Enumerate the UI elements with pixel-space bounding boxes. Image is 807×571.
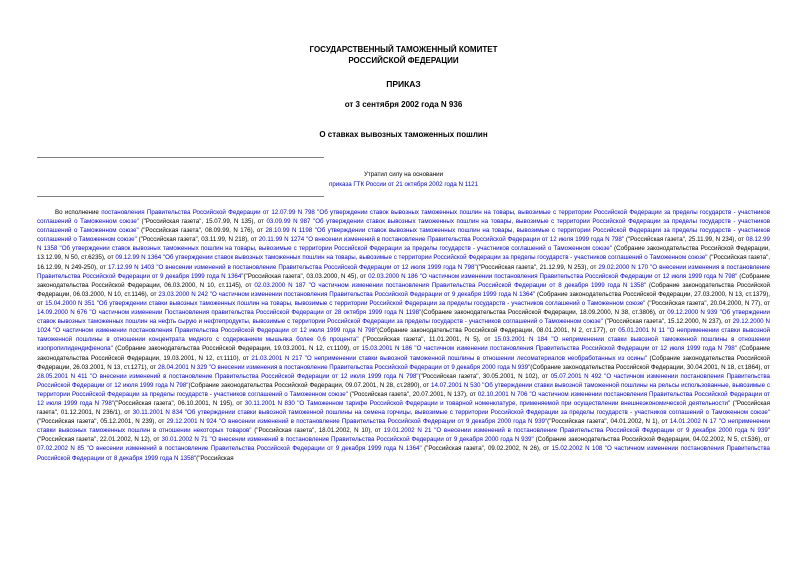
status-note [0,170,807,190]
reference-link[interactable]: 02.03.2000 N 186 "О частичном изменении постановления Правительства Российской Федерации от 12 июля 1999 года N 798" [368,272,738,280]
reference-link[interactable]: 30.11.2001 N 834 "Об утверждении ставки вывозной таможенной пошлины на семена горчицы, вывозимые с территории Российской Федерации за пределы государств - участников соглашений о Таможенном союзе" [132,409,770,417]
reference-link[interactable]: 15.04.2000 N 351 "Об утверждении ставки вывозных таможенных пошлин на товары, вывозимые с территории Российской Федерации за пределы государств - участников соглашений о Таможенном союзе" [45,299,646,307]
body-text-segment: Во исполнение [55,209,102,216]
agency-name-line2: РОССИЙСКОЙ ФЕДЕРАЦИИ [348,56,459,65]
body-text-segment: (Собрание законодательства Российской Федерации, 09.07.2001, N 28, ст.2890), от [188,381,432,389]
agency-heading [0,44,807,66]
reference-link[interactable]: 15.02.2002 N 108 "О частичном изменении постановления Правительства Российской Федерации от 8 декабря 1999 года N 1358" [37,445,770,462]
divider-top [37,157,324,158]
reference-link[interactable]: 20.11.99 N 1274 "О внесении изменений в постановление Правительства Российской Федерации от 12 июля 1999 года N 798" [258,236,624,244]
reference-link[interactable]: 29.02.2000 N 170 "О внесении изменения в постановление Правительства Российской Федерации от 9 декабря 1999 года N 1364" [37,263,771,280]
body-text-segment: ("Российская газета", 01.12.2001, N 236/1), от [37,399,770,417]
divider-bottom [37,196,324,197]
reference-link[interactable]: 14.07.2001 N 530 "Об утверждении ставки вывозной таможенной пошлины на рельсы использованные, вывозимые с территории Российской Федерации за пределы государств - участников соглашений о Таможенном союзе" [37,381,770,398]
body-text-segment: (Собрание законодательства Российской Федерации, 26.03.2001, N 13, ст.1271), от [37,354,770,371]
body-text-segment: ("Российская газета", 05.12.2001, N 239), от [37,418,167,426]
body-text-segment: ("Российская газета", 08.09.99, N 176), от [138,227,266,235]
body-text-segment: ("Российская газета", 25.11.99, N 234), от [623,236,746,244]
body-text-segment: ("Российская газета", 22.01.2002, N 12), от [37,436,162,444]
body-text-segment: (Собрание законодательства Российской Федерации, 19.03.2001, N 12, ст.1109), от [112,345,362,353]
body-text-segment: (Собрание законодательства Российской Федерации, 19.03.2001, N 12, ст.1110), от [37,345,770,362]
body-text-segment: ("Российская газета", 11.01.2001, N 5), от [358,336,495,344]
body-text-segment: ("Российская газета", 06.10.2001, N 195), от [114,399,245,407]
reference-link[interactable]: 21.03.2001 N 217 "О неприменении ставки вывозной таможенной пошлины в отношении лесоматериалов необработанных из осины" [251,354,648,362]
reference-link[interactable]: 07.02.2002 N 85 "О внесении изменений в постановление Правительства Российской Федерации от 9 декабря 1999 года N 1364" [37,445,422,453]
reference-link[interactable]: 30.11.2001 N 830 "О Таможенном тарифе Российской Федерации и товарной номенклатуре, применяемой при осуществлении внешнеэкономической деятельности" [244,399,731,407]
body-text-segment: ("Российская газета", 15.07.99, N 135), от [138,218,267,226]
reference-link[interactable]: 09.12.2000 N 939 "Об утверждении ставок вывозных таможенных пошлин на нефть сырую и нефтепродукты, вывозимые с территории Российской Федерации за пределы государств - участников соглашений о Таможенном союзе" [37,309,770,326]
reference-link[interactable]: 30.01.2002 N 71 "О внесении изменений в постановление Правительства Российской Федерации от 9 декабря 2000 года N 939" [161,436,534,444]
body-text-segment: ("Российская [196,454,234,462]
reference-link[interactable]: 02.03.2000 N 187 "О частичном изменении постановления Правительства Российской Федерации от 8 декабря 1999 года N 1358" [254,281,647,289]
reference-link[interactable]: 28.04.2001 N 329 "О внесении изменения в постановление Правительства Российской Федерации от 9 декабря 2000 года N 939" [157,363,531,371]
reference-link[interactable]: 23.03.2000 N 242 "О частичном изменении постановления Правительства Российской Федерации от 9 декабря 1999 года N 1364" [158,290,536,298]
body-text-segment: ("Российская газета", 15.12.2000, N 237), от [602,318,733,326]
reference-link[interactable]: 05.07.2001 N 492 "О частичном изменении постановления Правительства Российской Федерации от 12 июля 1999 года N 798" [37,372,770,389]
reference-link[interactable]: 29.12.2000 N 1024 "О частичном изменении постановления Правительства Российской Федерации от 12 июля 1999 года N 798" [37,318,771,335]
preamble-paragraph [37,208,770,463]
body-text-segment: ("Российская газета", 21.12.99, N 253), от [476,263,599,271]
body-text-segment: (Собрание законодательства Российской Федерации, 06.03.2000, N 10, ст.1146), от [37,281,770,298]
reference-link[interactable]: 08.12.99 N 1358 "Об утверждении ставок вывозных таможенных пошлин на товары, вывозимые с территории Российской Федерации за пределы государств - участников соглашений о Таможенном союзе" [37,236,770,253]
reference-link[interactable]: 29.12.2001 N 924 "О внесении изменений в постановление Правительства Российской Федерации от 9 декабря 2000 года N 939" [166,418,548,426]
body-text-segment: (Собрание законодательства Российской Федерации, 06.03.2000, N 10, ст.1145), от [37,272,770,289]
reference-link[interactable]: постановления Правительства Российской Федерации от 12.07.99 N 798 "Об утверждении ставок вывозных таможенных пошлин на товары, вывозимые с территории Российской Федерации за пределы государств - участников соглашений о Таможенном союзе" [37,209,770,226]
body-text-segment: (Собрание законодательства Российской Федерации, 18.09.2000, N 38, ст.3806), от [421,309,668,317]
body-text-segment: ("Российская газета", 20.07.2001, N 137), от [347,390,478,398]
body-text-segment: ("Российская газета", 30.05.2001, N 102), от [418,372,551,380]
reference-link[interactable]: 28.10.99 N 1198 "Об утверждении ставок вывозных таможенных пошлин на товары, вывозимые с территории Российской Федерации за пределы государств - участников соглашений о Таможенном союзе" [37,227,771,244]
document-type: ПРИКАЗ [386,79,421,89]
body-text-segment: (Собрание законодательства Российской Федерации, 27.03.2000, N 13, ст.1379), от [37,290,771,307]
status-note-text: Утратил силу на основании [363,171,444,178]
body-text-segment: ("Российская газета", 20.04.2000, N 77), от [645,299,770,307]
document-date-number: от 3 сентября 2002 года N 936 [344,100,463,109]
body-text-segment: ("Российская газета", 04.01.2002, N 1), от [547,418,670,426]
body-text-segment: (Собрание законодательства Российской Федерации, 30.04.2001, N 18, ст.1864), от [530,363,771,371]
body-text-segment: ("Российская газета", 03.11.99, N 218), от [136,236,259,244]
repeal-order-link[interactable]: приказа ГТК России от 21 октября 2002 года N 1121 [328,181,479,188]
reference-link[interactable]: 19.01.2002 N 21 "О внесении изменений в постановление Правительства Российской Федерации от 9 декабря 2000 года N 939" [383,427,770,435]
body-text-segment: ("Российская газета", 18.01.2002, N 10), от [251,427,384,435]
reference-link[interactable]: 17.12.99 N 1403 "О внесении изменений в постановление Правительства Российской Федерации от 12 июля 1999 года N 798" [107,263,477,271]
body-text-segment: ("Российская газета", 03.03.2000, N 45), от [243,272,369,280]
reference-link[interactable]: 03.09.99 N 987 "Об утверждении ставок вывозных таможенных пошлин на товары, вывозимые с территории Российской Федерации за пределы государств - участников соглашений о Таможенном союзе" [37,218,771,235]
body-text-segment: ("Российская газета", 09.02.2002, N 26), от [421,445,552,453]
reference-link[interactable]: 15.03.2001 N 184 "О неприменении ставки вывозной таможенной пошлины в отношении изопропилидендифенола" [37,336,770,353]
document-title: О ставках вывозных таможенных пошлин [319,130,488,139]
reference-link[interactable]: 09.12.99 N 1364 "Об утверждении ставок вывозных таможенных пошлин на товары, вывозимые с территории Российской Федерации за пределы государств - участников соглашений о Таможенном союзе" [115,254,708,262]
reference-link[interactable]: 02.10.2001 N 706 "О частичном изменении постановления Правительства Российской Федерации от 12 июля 1999 года N 798" [37,390,770,407]
body-text-segment: (Собрание законодательства Российской Федерации, 13.12.99, N 50, ст.6235), от [37,245,770,262]
reference-link[interactable]: 28.05.2001 N 411 "О внесении изменений в постановление Правительства Российской Федерации от 12 июля 1999 года N 798" [37,372,419,380]
reference-link[interactable]: 05.01.2001 N 11 "О неприменении ставки вывозной таможенной пошлины в отношении концентрата медного с содержанием мышьяка более 0,6 процента" [37,327,770,344]
reference-link[interactable]: 14.01.2002 N 17 "О неприменении ставки вывозных таможенных пошлин в отношении некоторых товаров" [37,418,770,435]
reference-link[interactable]: 15.03.2001 N 186 "О частичном изменении постановления Правительства Российской Федерации от 12 июля 1999 года N 798" [361,345,737,353]
body-text-segment: (Собрание законодательства Российской Федерации, 08.01.2001, N 2, ст.177), от [377,327,619,335]
body-text-segment: (Собрание законодательства Российской Федерации, 04.02.2002, N 5, ст.536), от [533,436,770,444]
agency-name-line1: ГОСУДАРСТВЕННЫЙ ТАМОЖЕННЫЙ КОМИТЕТ [309,45,498,54]
reference-link[interactable]: 14.09.2000 N 676 "О частичном изменении Постановления правительства Российской Федерации от 28 октября 1999 года N 1198" [37,309,422,317]
body-text-segment: ("Российская газета", 16.12.99, N 249-250), от [37,254,770,271]
